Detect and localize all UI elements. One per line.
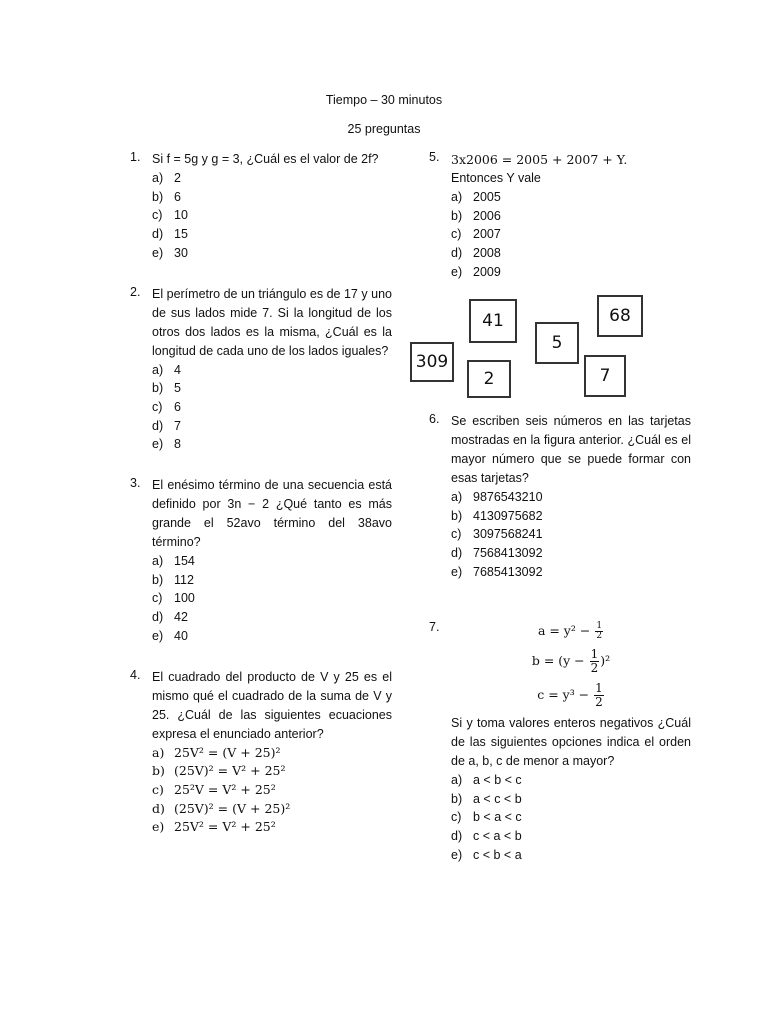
answer-option[interactable] [152,818,392,837]
answer-option[interactable] [451,846,691,865]
option-text: a < c < b [473,791,522,806]
option-letter: a) [451,773,463,787]
option-text: a < b < c [473,773,522,787]
answer-option[interactable] [152,627,392,646]
option-letter: a) [451,490,463,504]
answer-option[interactable] [451,263,691,282]
questions-count: 25 preguntas [347,122,421,136]
card: 41 [469,299,517,343]
question-text: El perímetro de un triángulo es de 17 y uno de sus lados mide 7. Si la longitud de los otros dos lados es la misma, ¿Cuál es la longitud de cada uno de los lados iguales? [152,286,392,358]
option-letter: a) [152,362,164,377]
option-letter: b) [451,508,463,523]
option-letter: c) [451,527,462,542]
card: 5 [535,322,579,364]
equation-a: a = y² − $\frac{1}{2}$ [537,621,603,641]
option-text: 7 [174,418,181,433]
option-letter: a) [152,554,164,569]
question-3 [130,476,392,646]
option-letter: d) [451,546,463,561]
question-text: El cuadrado del producto de V y 25 es el mismo qué el cuadrado de la suma de V y 25. ¿Cuál de las siguientes ecuaciones expresa el enunciado anterior? [152,669,392,741]
option-letter: e) [152,628,164,643]
option-text: 15 [174,227,188,242]
option-text: 2009 [473,264,501,279]
option-letter: d) [152,610,164,625]
option-text: 9876543210 [473,490,543,504]
answer-option[interactable] [152,571,392,590]
option-letter: c) [152,781,164,797]
answer-option[interactable] [152,608,392,627]
option-letter: b) [152,189,164,204]
question-number: 5. [429,150,440,164]
question-number: 3. [130,476,141,491]
option-letter: c) [152,399,163,414]
answer-option[interactable] [152,206,392,225]
answer-option[interactable] [152,435,392,454]
equation-b: b = (y − $\frac{1}{2}$ )² [531,647,611,675]
card: 2 [467,360,511,398]
question-number: 2. [130,284,141,299]
answer-option[interactable] [451,225,691,244]
option-letter: e) [451,564,463,579]
option-text: 25V² = V² + 25² [174,819,276,835]
option-text: 2006 [473,208,501,223]
option-letter: e) [451,847,463,862]
option-letter: b) [152,763,165,779]
option-letter: b) [152,572,164,587]
option-text: 6 [174,399,181,414]
answer-option[interactable] [152,379,392,398]
option-text: 4 [174,362,181,377]
option-text: (25V)² = (V + 25)² [174,800,291,816]
left-column [130,150,392,859]
fraction: $\frac{1}{2}$ [590,647,599,675]
answer-option[interactable] [152,361,392,380]
answer-option[interactable] [152,589,392,608]
option-letter: e) [152,437,164,452]
option-text: b < a < c [473,810,522,825]
answer-option[interactable] [152,800,392,819]
option-text: 7568413092 [473,546,543,561]
answer-option[interactable] [152,169,392,188]
equation-c: c = y³ − $\frac{1}{2}$ [537,681,603,709]
answer-option[interactable] [451,563,691,582]
answer-option[interactable] [152,417,392,436]
time-header: Tiempo – 30 minutos [325,93,443,107]
option-text: 2007 [473,227,501,242]
question-6 [429,412,691,582]
card: 7 [584,355,626,397]
option-text: 4130975682 [473,508,543,523]
option-text: 25²V = V² + 25² [174,781,276,797]
fraction: $\frac{1}{2}$ [596,621,603,641]
answer-option[interactable] [451,544,691,563]
answer-option[interactable] [152,244,392,263]
option-text: 6 [174,189,181,204]
question-number: 7. [429,620,440,634]
question-text: Si f = 5g y g = 3, ¿Cuál es el valor de 2f? [152,152,379,166]
option-letter: e) [451,264,463,279]
option-text: (25V)² = V² + 25² [174,763,286,779]
option-letter: b) [451,791,463,806]
question-text: Si y toma valores enteros negativos ¿Cuál de las siguientes opciones indica el orden de a, b, c de menor a mayor? [451,716,691,768]
answer-option[interactable] [451,808,691,827]
question-5 [429,150,691,282]
right-column [429,150,691,300]
option-letter: a) [152,171,164,185]
question-number: 6. [429,412,440,426]
option-text: 10 [174,208,188,223]
answer-option[interactable] [451,188,691,207]
answer-option[interactable] [451,790,691,809]
option-text: 3097568241 [473,527,543,542]
option-letter: e) [152,819,165,835]
answer-option[interactable] [152,188,392,207]
option-letter: a) [451,190,463,204]
option-letter: c) [152,591,163,606]
option-text: 42 [174,610,188,625]
question-7 [429,620,691,890]
question-number: 4. [130,667,141,682]
question-text: El enésimo término de una secuencia está definido por 3n − 2 ¿Qué tanto es más grande el 52avo término del 38avo término? [152,478,392,550]
option-letter: d) [152,227,164,242]
option-letter: a) [152,744,165,760]
question-text: Se escriben seis números en las tarjetas mostradas en la figura anterior. ¿Cuál es el mayor número que se puede formar con esas tarjetas? [451,414,691,485]
option-letter: d) [451,246,463,261]
answer-option[interactable] [152,781,392,800]
question-equation: 3x2006 = 2005 + 2007 + Y. [451,152,628,167]
answer-option[interactable] [451,244,691,263]
option-text: 7685413092 [473,564,543,579]
question-1 [130,150,392,263]
answer-option[interactable] [451,488,691,507]
option-letter: e) [152,245,164,260]
option-text: 30 [174,245,188,260]
question-2 [130,284,392,455]
option-letter: d) [152,418,164,433]
answer-option[interactable] [152,398,392,417]
option-text: 40 [174,628,188,643]
option-text: 25V² = (V + 25)² [174,744,281,760]
option-text: 2005 [473,190,501,204]
option-letter: c) [451,227,462,242]
option-letter: c) [152,208,163,223]
answer-option[interactable] [152,744,392,763]
question-number: 1. [130,150,141,164]
question-text: Entonces Y vale [451,171,541,185]
option-letter: b) [451,208,463,223]
answer-option[interactable] [451,827,691,846]
answer-option[interactable] [152,225,392,244]
option-letter: d) [152,800,165,816]
number-cards-figure [408,293,648,405]
option-letter: b) [152,381,164,396]
option-text: c < b < a [473,847,522,862]
option-text: 2 [174,171,181,185]
option-text: 154 [174,554,195,569]
option-text: 2008 [473,246,501,261]
option-letter: c) [451,810,462,825]
option-text: 100 [174,591,195,606]
card: 68 [597,295,643,337]
answer-option[interactable] [451,771,691,790]
answer-option[interactable] [451,525,691,544]
answer-option[interactable] [152,762,392,781]
question-4 [130,667,392,838]
option-text: 5 [174,381,181,396]
right-column-lower [429,412,691,604]
card: 309 [410,342,454,382]
option-text: 112 [174,572,194,587]
option-text: 8 [174,437,181,452]
answer-option[interactable] [451,207,691,226]
answer-option[interactable] [152,552,392,571]
answer-option[interactable] [451,507,691,526]
fraction: $\frac{1}{2}$ [595,681,603,709]
option-text: c < a < b [473,829,522,844]
option-letter: d) [451,829,463,844]
